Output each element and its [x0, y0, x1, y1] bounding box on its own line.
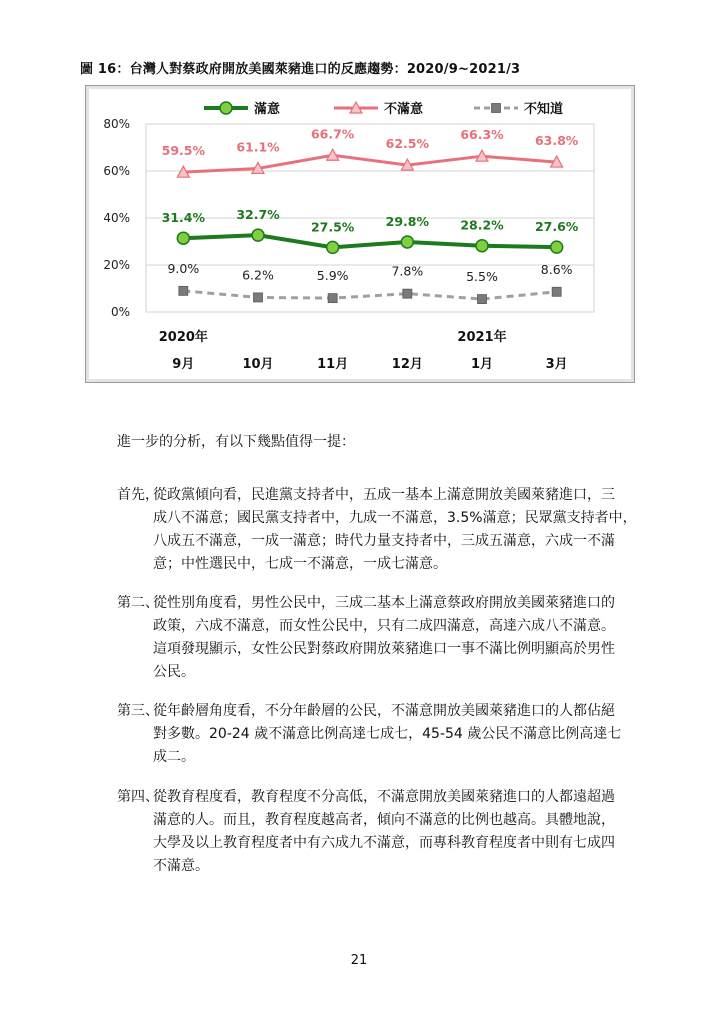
item-line: 公民。: [153, 664, 195, 680]
data-point: [478, 295, 487, 304]
data-label: 5.9%: [316, 268, 349, 284]
data-point: [254, 293, 263, 302]
item-line: 八成五不滿意，一成一滿意；時代力量支持者中，三成五滿意，六成一不滿: [153, 533, 615, 549]
series-line: [183, 235, 556, 247]
data-label: 7.8%: [391, 263, 424, 279]
item-line: 從教育程度看，教育程度不分高低，不滿意開放美國萊豬進口的人都遠超過: [153, 789, 615, 805]
x-tick-label: 9月: [172, 357, 195, 372]
item-label: 首先，: [117, 487, 159, 503]
item-line: 從年齡層角度看，不分年齡層的公民，不滿意開放美國萊豬進口的人都佔絕: [153, 703, 615, 719]
item-line: 意；中性選民中，七成一不滿意，一成七滿意。: [153, 556, 447, 572]
item-line: 成二。: [153, 749, 195, 765]
data-label: 31.4%: [161, 210, 206, 226]
item-label: 第三、: [117, 703, 159, 719]
data-point: [476, 240, 488, 252]
figure-title: 圖 16：台灣人對蔡政府開放美國萊豬進口的反應趨勢：2020/9~2021/3: [80, 62, 521, 77]
item-line: 從政黨傾向看，民進黨支持者中，五成一基本上滿意開放美國萊豬進口，三: [153, 487, 615, 503]
y-tick-label: 20%: [103, 258, 130, 272]
x-tick-label: 10月: [242, 357, 274, 372]
lead-sentence: 進一步的分析，有以下幾點值得一提：: [117, 434, 355, 450]
data-label: 62.5%: [385, 136, 430, 152]
data-point: [327, 241, 339, 253]
y-tick-label: 60%: [103, 164, 130, 178]
data-label: 27.6%: [534, 219, 579, 235]
data-point: [252, 229, 264, 241]
x-tick-label: 12月: [391, 357, 423, 372]
item-line: 不滿意。: [153, 858, 209, 874]
page-number: 21: [350, 953, 368, 968]
y-tick-label: 80%: [103, 117, 130, 131]
data-point: [328, 294, 337, 303]
data-point: [177, 232, 189, 244]
legend-label: 不滿意: [384, 102, 424, 117]
data-label: 59.5%: [161, 143, 206, 159]
data-point: [401, 236, 413, 248]
data-point: [492, 104, 501, 113]
data-point: [179, 286, 188, 295]
item-line: 滿意的人。而且，教育程度越高者，傾向不滿意的比例也越高。具體地說，: [153, 812, 615, 828]
chart-frame: [85, 85, 635, 383]
data-label: 66.7%: [310, 126, 355, 142]
item-line: 從性別角度看，男性公民中，三成二基本上滿意蔡政府開放美國萊豬進口的: [153, 595, 615, 611]
data-point: [220, 102, 232, 114]
legend-label: 滿意: [254, 102, 281, 117]
item-label: 第四、: [117, 789, 159, 805]
data-label: 28.2%: [460, 217, 504, 233]
x-tick-label: 3月: [545, 357, 568, 372]
trend-line-chart: [86, 86, 634, 382]
item-label: 第二、: [117, 595, 159, 611]
series-line: [183, 155, 556, 172]
item-line: 成八不滿意；國民黨支持者中，九成一不滿意，3.5%滿意；民眾黨支持者中，: [153, 510, 637, 526]
item-line: 這項發現顯示，女性公民對蔡政府開放萊豬進口一事不滿比例明顯高於男性: [153, 641, 615, 657]
year-label: 2020年: [158, 330, 208, 345]
data-label: 61.1%: [236, 139, 280, 155]
year-label: 2021年: [457, 330, 507, 345]
data-label: 5.5%: [466, 269, 498, 285]
x-tick-label: 11月: [317, 357, 349, 372]
data-point: [551, 241, 563, 253]
legend-label: 不知道: [524, 102, 564, 117]
data-point: [552, 287, 561, 296]
item-line: 政策，六成不滿意，而女性公民中，只有二成四滿意，高達六成八不滿意。: [153, 618, 615, 634]
series-line: [183, 291, 556, 299]
data-label: 9.0%: [167, 260, 200, 276]
data-label: 6.2%: [242, 267, 274, 283]
data-label: 29.8%: [385, 213, 430, 229]
y-tick-label: 0%: [110, 305, 130, 319]
y-tick-label: 40%: [103, 211, 130, 225]
data-label: 63.8%: [534, 133, 579, 149]
item-line: 大學及以上教育程度者中有六成九不滿意，而專科教育程度者中則有七成四: [153, 835, 615, 851]
x-tick-label: 1月: [470, 357, 494, 372]
data-point: [403, 289, 412, 298]
data-label: 27.5%: [310, 219, 355, 235]
data-label: 32.7%: [236, 207, 280, 223]
item-line: 對多數。20-24 歲不滿意比例高達七成七，45-54 歲公民不滿意比例高達七: [153, 726, 622, 742]
data-label: 8.6%: [540, 261, 573, 277]
data-label: 66.3%: [460, 127, 504, 143]
